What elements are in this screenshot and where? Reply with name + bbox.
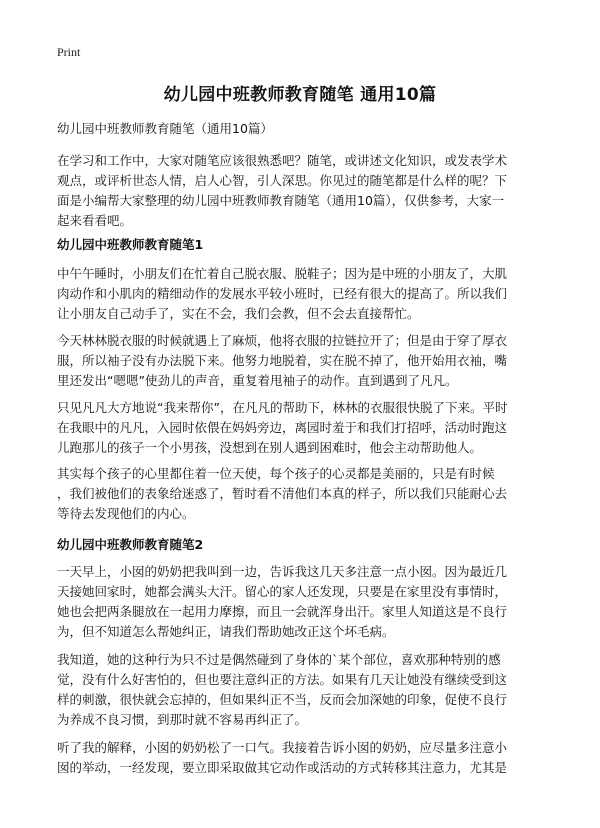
text-line: 观点，或评析世态人情，启人心智，引人深思。你见过的随笔都是什么样的呢？下 — [57, 173, 508, 188]
text-line: 我知道，她的这种行为只不过是偶然碰到了身体的`某个部位，喜欢那种特别的感 — [57, 652, 501, 667]
text-line: 等待去发现他们的内心。 — [57, 506, 195, 521]
text-line: 起来看看吧。 — [57, 213, 133, 228]
document-title: 幼儿园中班教师教育随笔 通用10篇 — [163, 85, 437, 105]
text-line: 囡的举动，一经发现，要立即采取做其它动作或活动的方式转移其注意力，尤其是 — [57, 760, 508, 775]
text-line: 肉动作和小肌肉的精细动作的发展水平较小班时，已经有很大的提高了。所以我们 — [57, 286, 508, 301]
intro-paragraph — [57, 151, 507, 231]
text-line: 服，所以袖子没有办法脱下来。他努力地脱着，实在脱不掉了，他开始用衣袖，嘴 — [57, 353, 508, 368]
text-line: 为，但不知道怎么帮她纠正，请我们帮助她改正这个坏毛病。 — [57, 624, 395, 639]
text-line: 在我眼中的凡凡，入园时依偎在妈妈旁边，离园时羞于和我们打招呼，活动时跑这 — [57, 420, 508, 435]
paragraph — [57, 650, 507, 730]
section-heading-2: 幼儿园中班教师教育随笔2 — [57, 537, 204, 552]
print-label[interactable]: Print — [57, 45, 81, 59]
text-line: 其实每个孩子的心里都住着一位天使，每个孩子的心灵都是美丽的，只是有时候 — [57, 466, 495, 481]
text-line: 儿跑那儿的孩子一个小男孩，没想到在别人遇到困难时，他会主动帮助他人。 — [57, 440, 483, 455]
document-subtitle: 幼儿园中班教师教育随笔（通用10篇） — [57, 121, 273, 136]
paragraph — [57, 562, 507, 642]
paragraph — [57, 738, 507, 778]
text-line: 为养成不良习惯，到那时就不容易再纠正了。 — [57, 712, 308, 727]
text-line: 天接她回家时，她都会满头大汗。留心的家人还发现，只要是在家里没有事情时， — [57, 584, 508, 599]
text-line: 觉，没有什么好害怕的，但也要注意纠正的方法。如果有几天让她没有继续受到这 — [57, 672, 508, 687]
text-line: 听了我的解释，小囡的奶奶松了一口气。我接着告诉小囡的奶奶，应尽量多注意小 — [57, 740, 508, 755]
text-line: ，我们被他们的表象给迷惑了，暂时看不清他们本真的样子，所以我们只能耐心去 — [57, 486, 508, 501]
text-line: 一天早上，小囡的奶奶把我叫到一边，告诉我这几天多注意一点小囡。因为最近几 — [57, 564, 508, 579]
paragraph — [57, 464, 507, 524]
text-line: 她也会把两条腿放在一起用力摩擦，而且一会就浑身出汗。家里人知道这是不良行 — [57, 604, 508, 619]
text-line: 中午午睡时，小朋友们在忙着自己脱衣服、脱鞋子；因为是中班的小朋友了，大肌 — [57, 266, 508, 281]
paragraph — [57, 264, 507, 324]
paragraph — [57, 398, 507, 458]
text-line: 只见凡凡大方地说“我来帮你”，在凡凡的帮助下，林林的衣服很快脱了下来。平时 — [57, 400, 508, 415]
paragraph — [57, 331, 507, 391]
text-line: 让小朋友自己动手了，实在不会，我们会教，但不会去直接帮忙。 — [57, 306, 420, 321]
section-heading-1: 幼儿园中班教师教育随笔1 — [57, 237, 204, 252]
text-line: 样的刺激，很快就会忘掉的，但如果纠正不当，反而会加深她的印象，促使不良行 — [57, 692, 508, 707]
text-line: 在学习和工作中，大家对随笔应该很熟悉吧？随笔，或讲述文化知识，或发表学术 — [57, 153, 508, 168]
text-line: 里还发出“嗯嗯”使劲儿的声音，重复着甩袖子的动作。直到遇到了凡凡。 — [57, 373, 458, 388]
text-line: 今天林林脱衣服的时候就遇上了麻烦，他将衣服的拉链拉开了；但是由于穿了厚衣 — [57, 333, 508, 348]
text-line: 面是小编帮大家整理的幼儿园中班教师教育随笔（通用10篇），仅供参考，大家一 — [57, 193, 505, 208]
